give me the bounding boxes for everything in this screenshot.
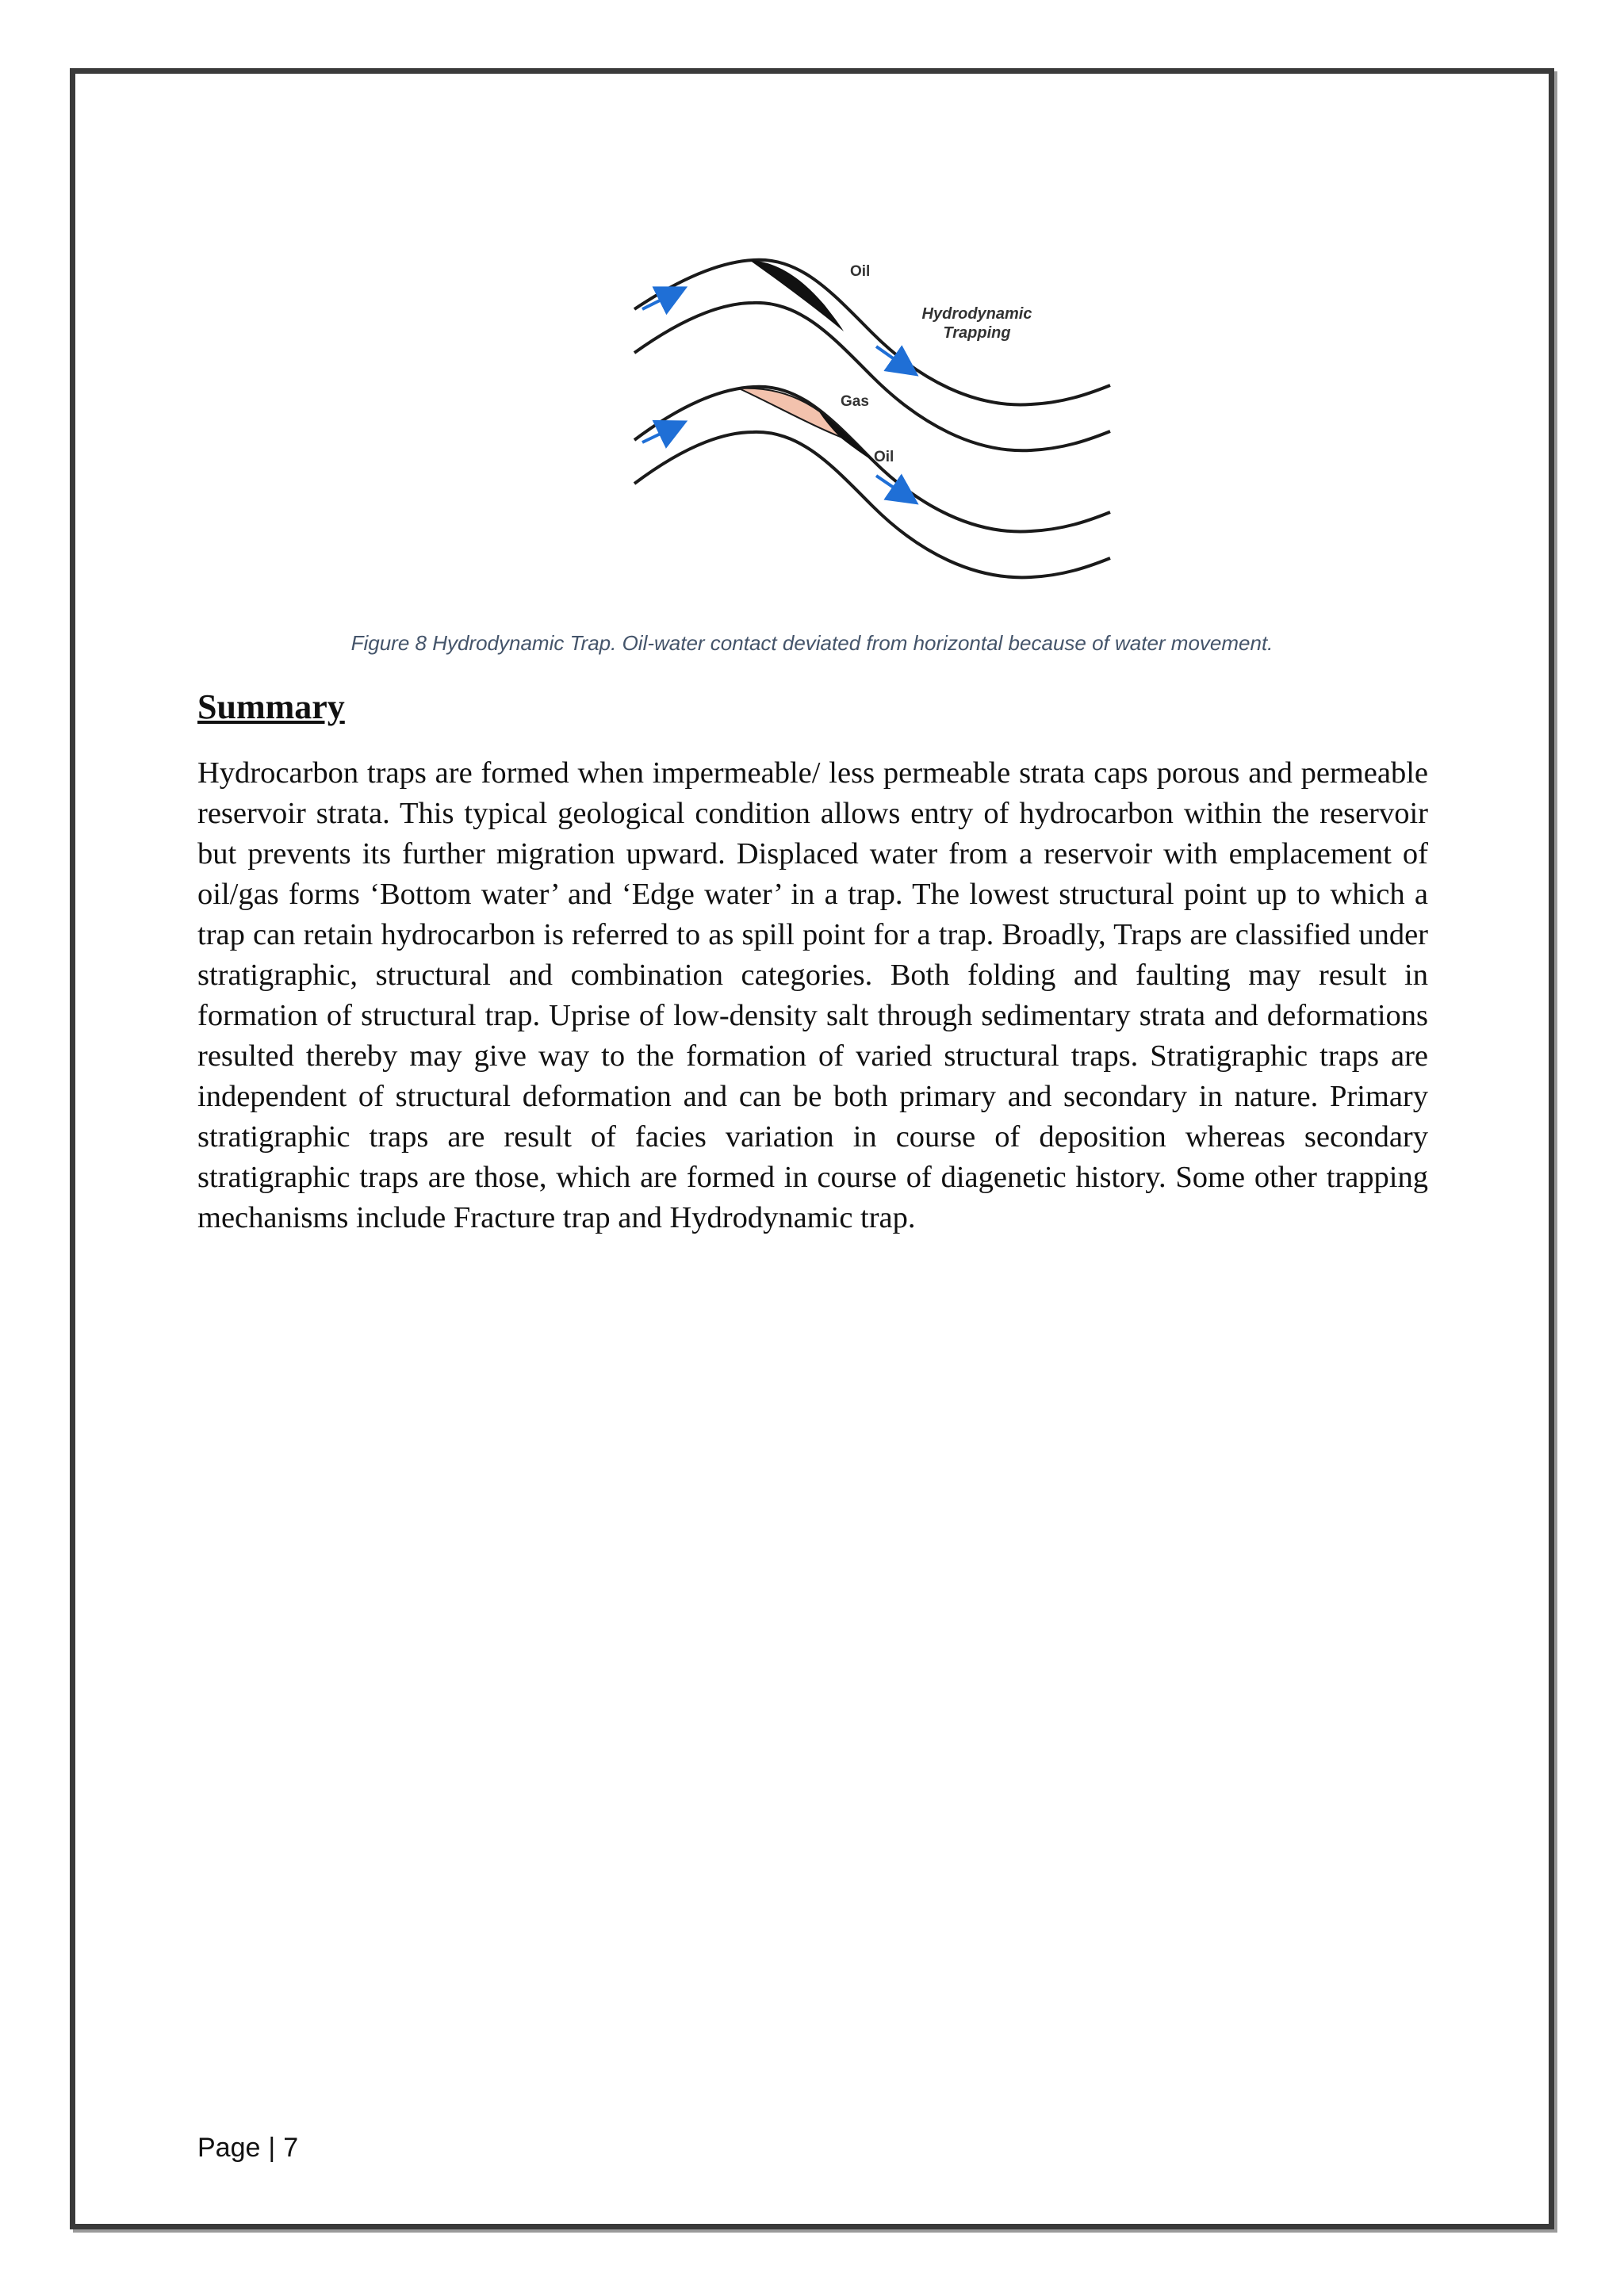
- label-oil-bottom: Oil: [874, 449, 894, 465]
- flow-arrow: [876, 346, 914, 373]
- stratum-line: [634, 260, 1110, 405]
- label-gas: Gas: [841, 393, 869, 410]
- label-trapping: Trapping: [943, 324, 1011, 342]
- oil-accumulation-bottom: [818, 411, 874, 461]
- stratum-line: [634, 432, 1110, 577]
- figure-caption: Figure 8 Hydrodynamic Trap. Oil-water contact deviated from horizontal because of water movement.: [350, 631, 1274, 655]
- gas-accumulation: [739, 388, 842, 438]
- summary-heading: Summary: [197, 687, 345, 726]
- label-oil-top: Oil: [850, 263, 871, 280]
- stratum-line: [634, 303, 1110, 450]
- page-footer: [197, 2133, 298, 2164]
- page-separator: |: [268, 2133, 276, 2163]
- hydrodynamic-trap-figure: [619, 246, 1174, 595]
- page-number: 7: [283, 2133, 299, 2163]
- flow-arrow: [642, 423, 682, 442]
- page-label: Page: [197, 2133, 261, 2163]
- oil-accumulation-top: [749, 260, 844, 331]
- label-hydrodynamic: Hydrodynamic: [921, 305, 1032, 323]
- summary-paragraph: Hydrocarbon traps are formed when impermeable/ less permeable strata caps porous and permeable reservoir strata. This typical geological condition allows entry of hydrocarbon within the reservoir but prevents its further migration upward. Displaced water from a reservoir with emplacement of oil/gas forms ‘Bottom water’ and ‘Edge water’ in a trap. The lowest structural point up to which a trap can retain hydrocarbon is referred to as spill point for a trap. Broadly, Traps are classified under stratigraphic, structural and combination categories. Both folding and faulting may result in formation of structural trap. Uprise of low-density salt through sedimentary strata and deformations resulted thereby may give way to the formation of varied structural traps. Stratigraphic traps are independent of structural deformation and can be both primary and secondary in nature. Primary stratigraphic traps are result of facies variation in course of deposition whereas secondary stratigraphic traps are those, which are formed in course of diagenetic history. Some other trapping mechanisms include Fracture trap and Hydrodynamic trap.: [197, 756, 1428, 1234]
- stratum-line: [634, 387, 1110, 532]
